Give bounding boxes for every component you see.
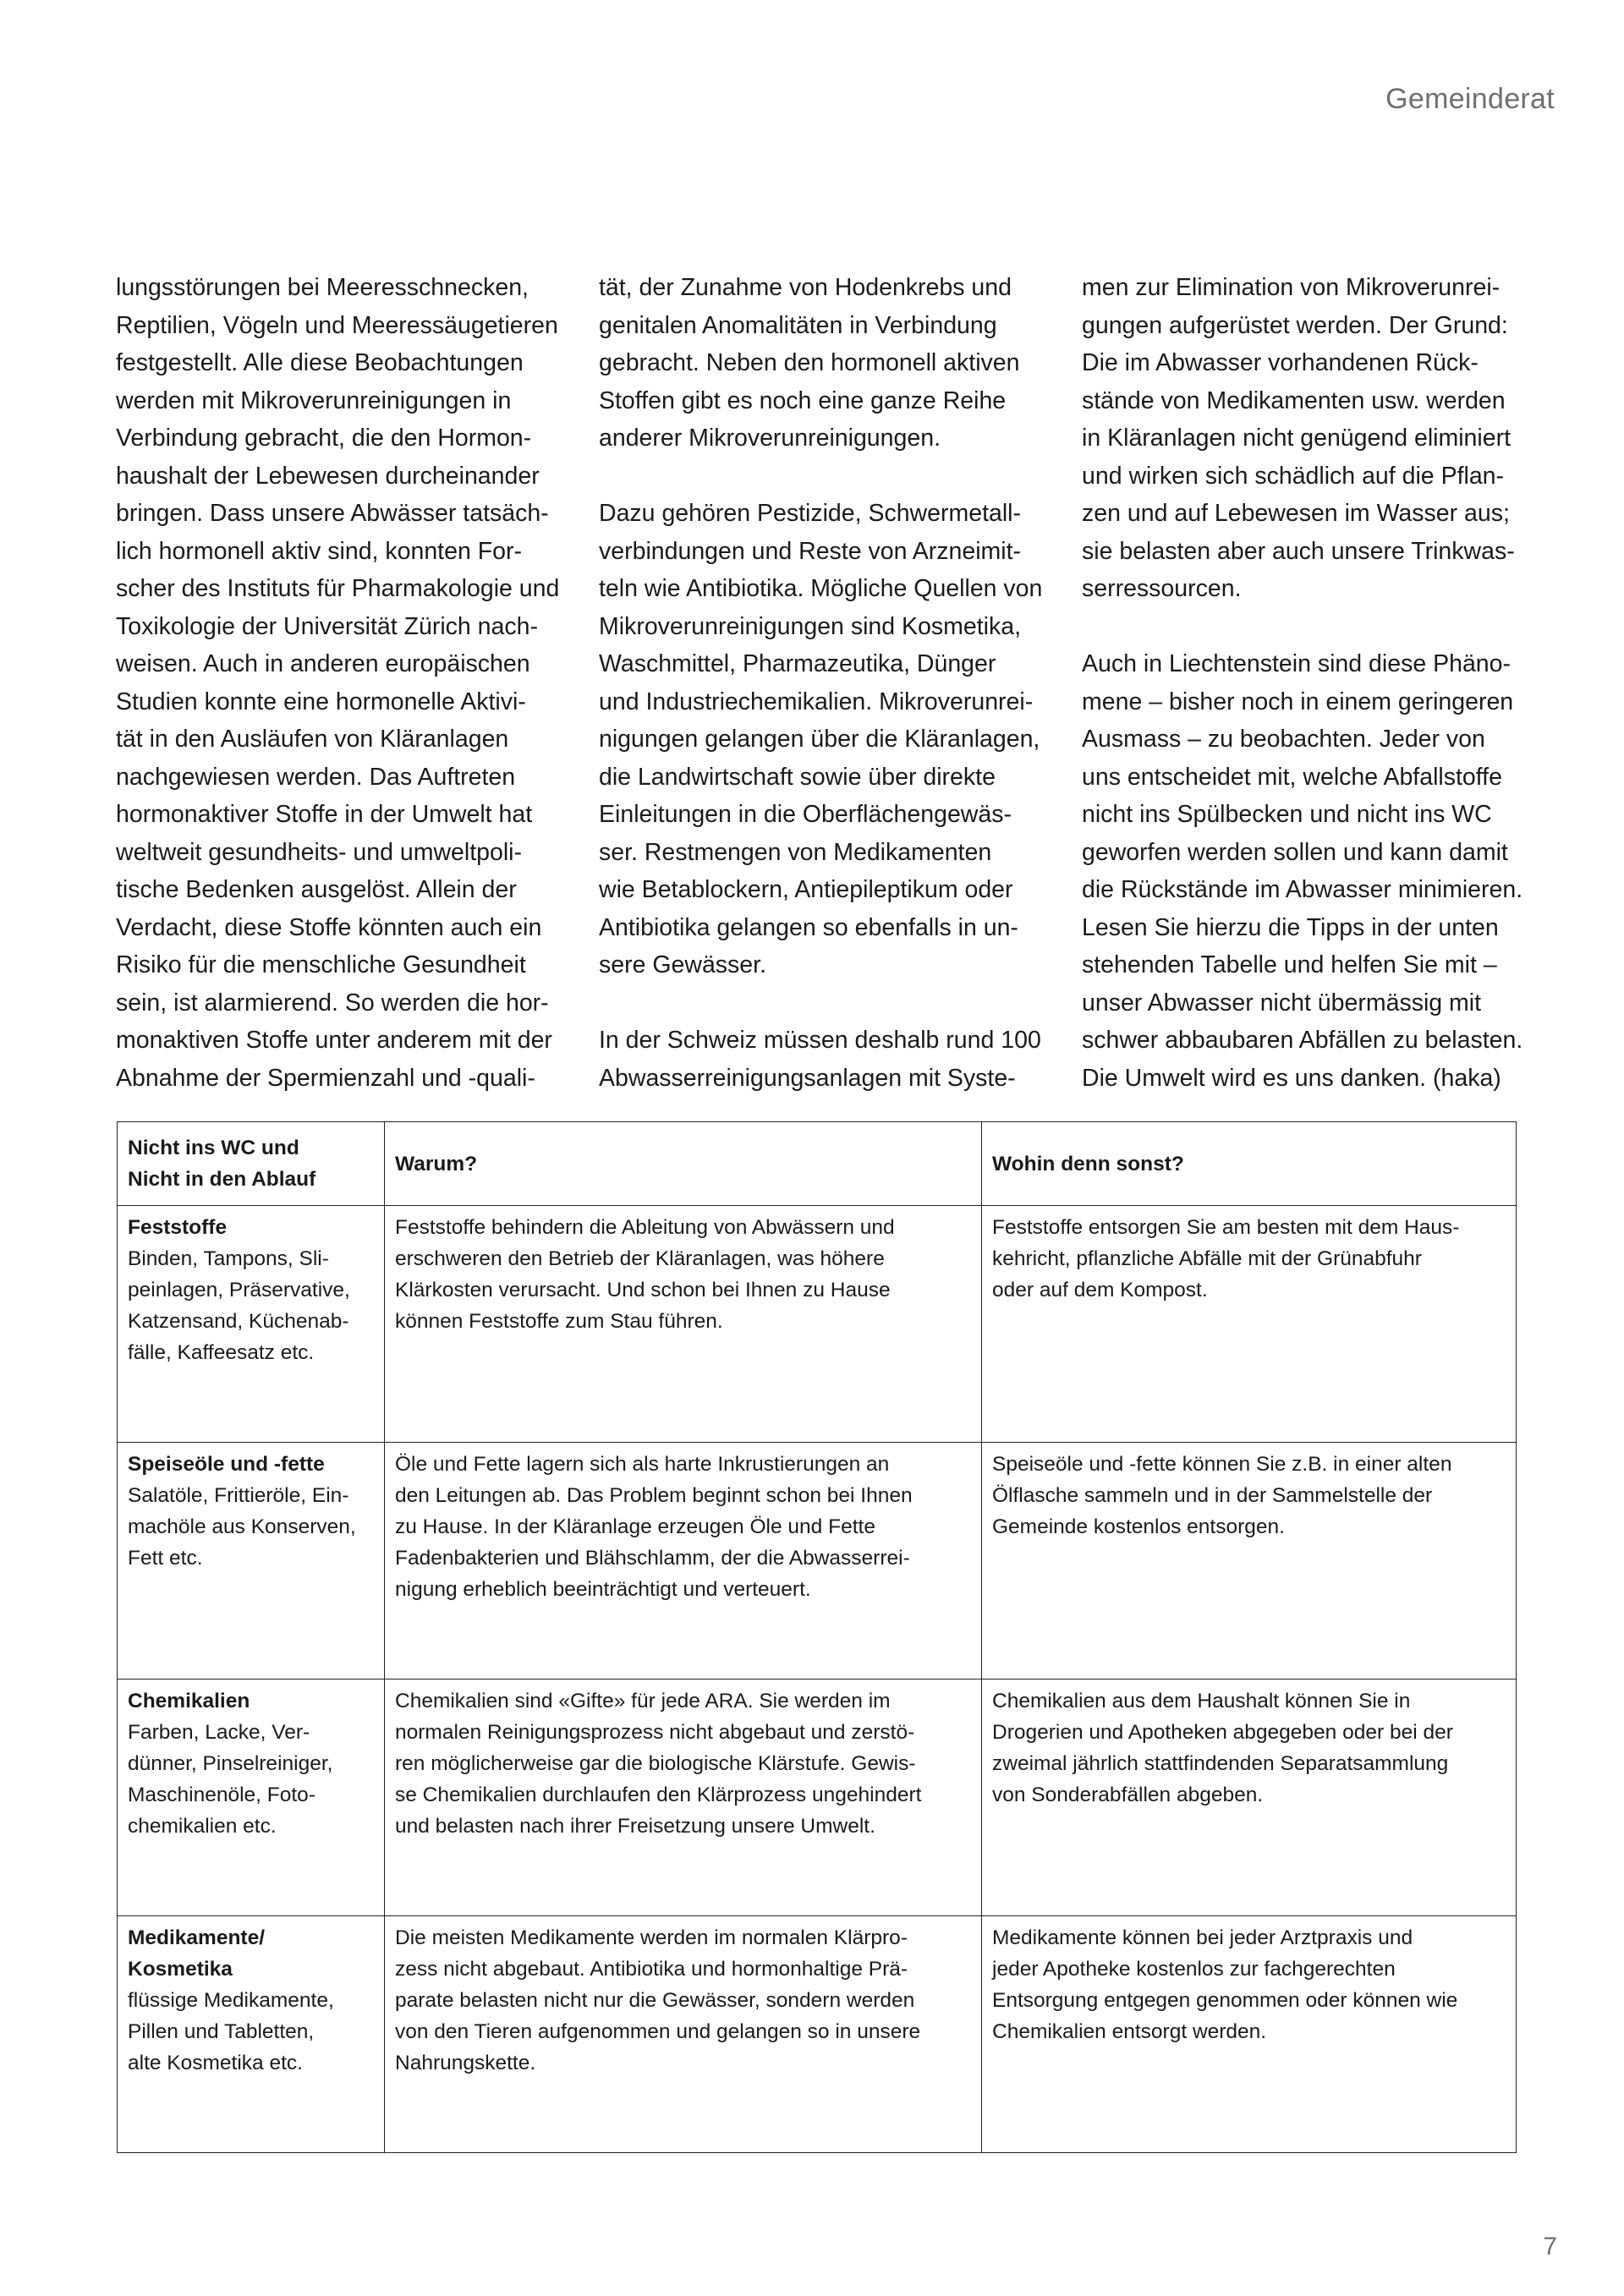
item-line: Pillen und Tabletten, (128, 2020, 315, 2043)
why-line: erschweren den Betrieb der Kläranlagen, was höhere (395, 1247, 885, 1270)
where-line: kehricht, pflanzliche Abfälle mit der Grünabfuhr (992, 1247, 1422, 1270)
where-cell (982, 1916, 1517, 2153)
why-line: Öle und Fette lagern sich als harte Inkrustierungen an (395, 1453, 890, 1476)
text-line: Lesen Sie hierzu die Tipps in der unten (1082, 913, 1499, 941)
text-line: haushalt der Lebewesen durcheinander (116, 462, 540, 490)
text-line: verbindungen und Reste von Arzneimit- (599, 537, 1022, 565)
text-line: in Kläranlagen nicht genügend eliminiert (1082, 425, 1512, 452)
text-line: Die im Abwasser vorhandenen Rück- (1082, 349, 1479, 376)
text-line: Abnahme der Spermienzahl und -quali- (116, 1064, 535, 1092)
text-line: men zur Elimination von Mikroverunrei- (1082, 274, 1501, 301)
text-line: die Landwirtschaft sowie über direkte (599, 763, 996, 791)
table-row (118, 1443, 1517, 1680)
text-line: die Rückstände im Abwasser minimieren. (1082, 876, 1523, 903)
text-line: nicht ins Spülbecken und nicht ins WC (1082, 801, 1492, 828)
why-line: Chemikalien sind «Gifte» für jede ARA. Sie werden im (395, 1690, 891, 1712)
text-line: weltweit gesundheits- und umweltpoli- (116, 838, 522, 866)
where-line: Ölflasche sammeln und in der Sammelstelle der (992, 1484, 1433, 1507)
item-line: Salatöle, Frittieröle, Ein- (128, 1484, 349, 1507)
text-line: Dazu gehören Pestizide, Schwermetall- (599, 500, 1021, 527)
item-cell (118, 1680, 385, 1916)
text-line: gebracht. Neben den hormonell aktiven (599, 349, 1020, 376)
text-line: teln wie Antibiotika. Mögliche Quellen von (599, 575, 1043, 602)
text-line: Toxikologie der Universität Zürich nach- (116, 612, 538, 640)
page-number: 7 (1543, 2233, 1557, 2260)
text-line: Die Umwelt wird es uns danken. (haka) (1082, 1064, 1501, 1092)
item-cell (118, 1206, 385, 1443)
header-where-else (982, 1122, 1517, 1206)
why-line: normalen Reinigungsprozess nicht abgebaut und zerstö- (395, 1721, 915, 1744)
item-line: flüssige Medikamente, (128, 1989, 334, 2012)
item-title: Speiseöle und -fette (128, 1453, 325, 1476)
text-line: Auch in Liechtenstein sind diese Phäno- (1082, 650, 1512, 677)
where-line: Drogerien und Apotheken abgegeben oder bei der (992, 1721, 1453, 1744)
item-line: fälle, Kaffeesatz etc. (128, 1341, 315, 1364)
where-line: von Sonderabfällen abgeben. (992, 1784, 1264, 1806)
why-line: parate belasten nicht nur die Gewässer, sondern werden (395, 1989, 915, 2012)
item-title: Chemikalien (128, 1690, 250, 1712)
text-line: hormonaktiver Stoffe in der Umwelt hat (116, 801, 533, 828)
where-line: Medikamente können bei jeder Arztpraxis und (992, 1926, 1413, 1949)
why-cell (385, 1443, 982, 1680)
where-line: Chemikalien entsorgt werden. (992, 2020, 1267, 2043)
text-line: stehenden Tabelle und helfen Sie mit – (1082, 951, 1497, 978)
text-line: Antibiotika gelangen so ebenfalls in un- (599, 913, 1018, 941)
disposal-tips-table (117, 1121, 1517, 2153)
where-line: Gemeinde kostenlos entsorgen. (992, 1515, 1285, 1538)
table-row (118, 1916, 1517, 2153)
text-line: festgestellt. Alle diese Beobachtungen (116, 349, 524, 376)
text-line: Reptilien, Vögeln und Meeressäugetieren (116, 311, 558, 339)
where-line: Speiseöle und -fette können Sie z.B. in einer alten (992, 1453, 1452, 1476)
header-why (385, 1122, 982, 1206)
item-cell (118, 1916, 385, 2153)
text-line: und wirken sich schädlich auf die Pflan- (1082, 462, 1505, 490)
table-row (118, 1680, 1517, 1916)
text-line: In der Schweiz müssen deshalb rund 100 (599, 1027, 1041, 1054)
why-cell (385, 1916, 982, 2153)
where-line: oder auf dem Kompost. (992, 1279, 1208, 1301)
text-line: serressourcen. (1082, 575, 1242, 602)
text-line: unser Abwasser nicht übermässig mit (1082, 989, 1482, 1016)
text-line: sere Gewässer. (599, 951, 766, 978)
text-line: ser. Restmengen von Medikamenten (599, 838, 992, 866)
why-line: zu Hause. In der Kläranlage erzeugen Öle und Fette (395, 1515, 875, 1538)
item-title: Kosmetika (128, 1958, 233, 1981)
item-line: Binden, Tampons, Sli- (128, 1247, 329, 1270)
item-line: chemikalien etc. (128, 1815, 277, 1838)
text-line: gungen aufgerüstet werden. Der Grund: (1082, 311, 1508, 339)
text-line: Risiko für die menschliche Gesundheit (116, 951, 526, 978)
text-line: Einleitungen in die Oberflächengewäs- (599, 801, 1012, 828)
where-line: Entsorgung entgegen genommen oder können wie (992, 1989, 1458, 2012)
item-title: Medikamente/ (128, 1926, 266, 1949)
text-line: monaktiven Stoffe unter anderem mit der (116, 1027, 552, 1054)
table-header-row (118, 1122, 1517, 1206)
text-line: nigungen gelangen über die Kläranlagen, (599, 726, 1040, 753)
why-line: können Feststoffe zum Stau führen. (395, 1310, 723, 1333)
text-line: wie Betablockern, Antiepileptikum oder (599, 876, 1013, 903)
text-line: Studien konnte eine hormonelle Aktivi- (116, 688, 526, 715)
why-line: den Leitungen ab. Das Problem beginnt schon bei Ihnen (395, 1484, 913, 1507)
why-line: se Chemikalien durchlaufen den Klärprozess ungehindert (395, 1784, 922, 1806)
why-line: Fadenbakterien und Blähschlamm, der die Abwasserrei- (395, 1547, 910, 1570)
text-line: tische Bedenken ausgelöst. Allein der (116, 876, 517, 903)
text-line: lungsstörungen bei Meeresschnecken, (116, 274, 529, 301)
text-line: schwer abbaubaren Abfällen zu belasten. (1082, 1027, 1523, 1054)
item-line: Fett etc. (128, 1547, 203, 1570)
why-line: Die meisten Medikamente werden im normalen Klärpro- (395, 1926, 908, 1949)
text-line: Verdacht, diese Stoffe könnten auch ein (116, 913, 542, 941)
text-line: nachgewiesen werden. Das Auftreten (116, 763, 516, 791)
item-line: alte Kosmetika etc. (128, 2052, 303, 2074)
text-line: und Industriechemikalien. Mikroverunrei- (599, 688, 1034, 715)
header-not-in-wc (118, 1122, 385, 1206)
text-line: Ausmass – zu beobachten. Jeder von (1082, 726, 1485, 753)
text-column-1 (116, 269, 560, 1097)
text-line: Waschmittel, Pharmazeutika, Dünger (599, 650, 996, 677)
where-cell (982, 1680, 1517, 1916)
text-line: lich hormonell aktiv sind, konnten For- (116, 537, 522, 565)
header-line: Wohin denn sonst? (992, 1152, 1184, 1175)
section-title: Gemeinderat (1385, 83, 1555, 115)
item-line: machöle aus Konserven, (128, 1515, 356, 1538)
text-line: mene – bisher noch in einem geringeren (1082, 688, 1514, 715)
text-line: weisen. Auch in anderen europäischen (116, 650, 530, 677)
text-line: Mikroverunreinigungen sind Kosmetika, (599, 612, 1022, 640)
header-line: Nicht ins WC und (128, 1137, 299, 1159)
text-line: geworfen werden sollen und kann damit (1082, 838, 1508, 866)
table-row (118, 1206, 1517, 1443)
why-line: Feststoffe behindern die Ableitung von Abwässern und (395, 1216, 895, 1239)
text-line: tät, der Zunahme von Hodenkrebs und (599, 274, 1012, 301)
why-line: nigung erheblich beeinträchtigt und verteuert. (395, 1578, 811, 1601)
why-cell (385, 1680, 982, 1916)
why-line: zess nicht abgebaut. Antibiotika und hormonhaltige Prä- (395, 1958, 908, 1981)
why-line: Nahrungskette. (395, 2052, 536, 2074)
where-cell (982, 1443, 1517, 1680)
text-line: genitalen Anomalitäten in Verbindung (599, 311, 997, 339)
item-line: Farben, Lacke, Ver- (128, 1721, 310, 1744)
item-line: Maschinenöle, Foto- (128, 1784, 315, 1806)
text-line: anderer Mikroverunreinigungen. (599, 425, 941, 452)
item-line: dünner, Pinselreiniger, (128, 1752, 333, 1775)
paragraph-gap (599, 458, 1039, 496)
why-line: von den Tieren aufgenommen und gelangen so in unsere (395, 2020, 921, 2043)
text-line: Abwasserreinigungsanlagen mit Syste- (599, 1064, 1016, 1092)
text-line: Verbindung gebracht, die den Hormon- (116, 425, 532, 452)
text-line: sein, ist alarmierend. So werden die hor- (116, 989, 549, 1016)
text-line: zen und auf Lebewesen im Wasser aus; (1082, 500, 1510, 527)
where-line: Chemikalien aus dem Haushalt können Sie in (992, 1690, 1411, 1712)
why-cell (385, 1206, 982, 1443)
text-line: stände von Medikamenten usw. werden (1082, 386, 1506, 414)
text-line: werden mit Mikroverunreinigungen in (116, 386, 512, 414)
where-cell (982, 1206, 1517, 1443)
where-line: jeder Apotheke kostenlos zur fachgerechten (992, 1958, 1396, 1981)
item-line: Katzensand, Küchenab- (128, 1310, 349, 1333)
paragraph-gap (1082, 608, 1530, 646)
item-line: peinlagen, Präservative, (128, 1279, 350, 1301)
why-line: Klärkosten verursacht. Und schon bei Ihnen zu Hause (395, 1279, 891, 1301)
why-line: und belasten nach ihrer Freisetzung unsere Umwelt. (395, 1815, 875, 1838)
paragraph-gap (599, 984, 1039, 1022)
why-line: ren möglicherweise gar die biologische Klärstufe. Gewis- (395, 1752, 916, 1775)
text-line: tät in den Ausläufen von Kläranlagen (116, 726, 509, 753)
item-title: Feststoffe (128, 1216, 228, 1239)
text-line: bringen. Dass unsere Abwässer tatsäch- (116, 500, 549, 527)
text-column-3 (1082, 269, 1530, 1097)
header-line: Nicht in den Ablauf (128, 1168, 316, 1191)
where-line: zweimal jährlich stattfindenden Separatsammlung (992, 1752, 1449, 1775)
text-line: Stoffen gibt es noch eine ganze Reihe (599, 386, 1007, 414)
text-line: sie belasten aber auch unsere Trinkwas- (1082, 537, 1515, 565)
where-line: Feststoffe entsorgen Sie am besten mit dem Haus- (992, 1216, 1460, 1239)
text-line: scher des Instituts für Pharmakologie und (116, 575, 560, 602)
text-line: uns entscheidet mit, welche Abfallstoffe (1082, 763, 1502, 791)
item-cell (118, 1443, 385, 1680)
header-line: Warum? (395, 1152, 478, 1175)
text-column-2 (599, 269, 1043, 1097)
